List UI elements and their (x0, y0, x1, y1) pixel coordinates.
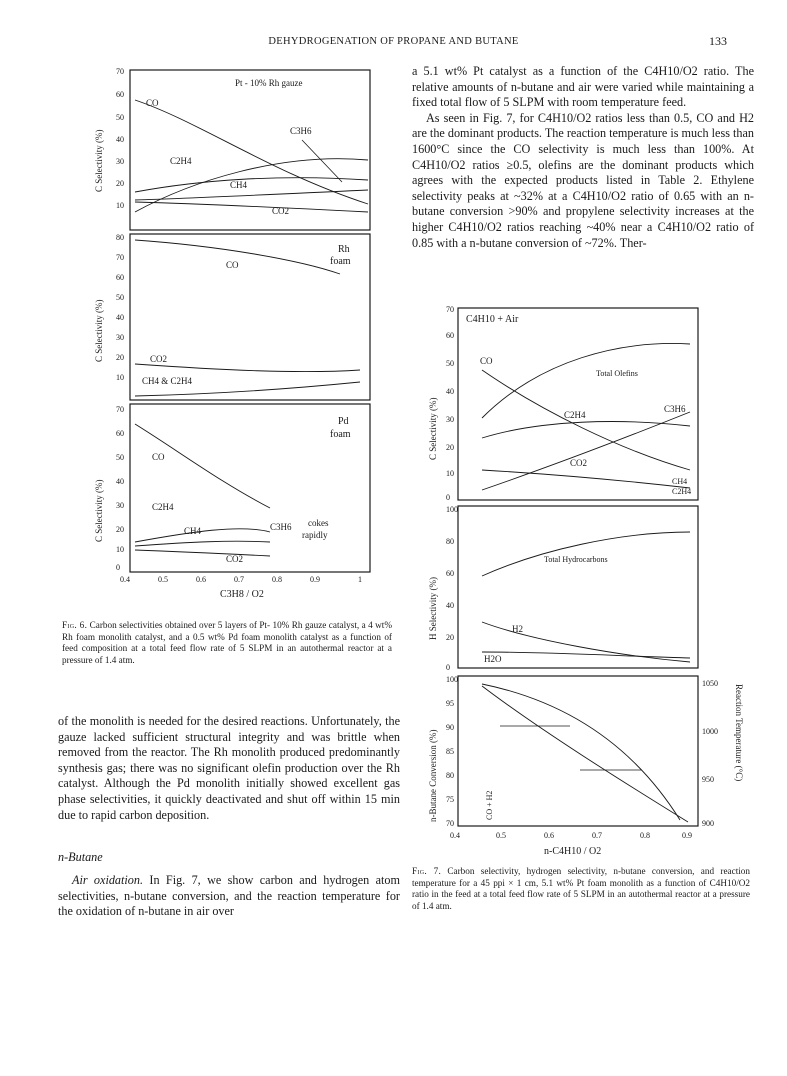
section-subhead: n-Butane (58, 850, 103, 864)
fig7-panel-h-frame (458, 506, 698, 668)
fig7-caption (412, 866, 750, 912)
series-label-co: CO (480, 356, 493, 366)
ytick: 30 (116, 501, 124, 510)
curve-c3h6 (135, 529, 270, 542)
series-label-ch4: CH4 (184, 526, 202, 536)
xtick: 0.8 (272, 575, 282, 584)
ytick: 70 (446, 305, 454, 314)
series-label-c2h4: C2H4 (170, 156, 192, 166)
ytick: 60 (446, 331, 454, 340)
ytick: 40 (116, 313, 124, 322)
xtick: 0.8 (640, 831, 650, 840)
xtick: 0.9 (682, 831, 692, 840)
running-title: DEHYDROGENATION OF PROPANE AND BUTANE (268, 36, 519, 47)
note-cokes: cokes (308, 518, 329, 528)
fig7-panel-c-frame (458, 308, 698, 500)
series-label-co: CO (146, 98, 159, 108)
fig7-panel-conv-frame (458, 676, 698, 826)
right-column-text (412, 64, 754, 251)
ytick: 75 (446, 795, 454, 804)
paragraph-lead: Air oxidation. (72, 873, 144, 887)
panel-title: Pd (338, 416, 349, 427)
page-number: 133 (709, 34, 727, 48)
series-label-h2o: H2O (484, 654, 502, 664)
ytick: 20 (116, 525, 124, 534)
xtick: 0.5 (158, 575, 168, 584)
curve-temperature (482, 686, 688, 822)
panel-title: Rh (338, 244, 350, 255)
ytick: 100 (446, 505, 458, 514)
y2tick: 900 (702, 819, 714, 828)
ytick: 100 (446, 675, 458, 684)
curve-co2 (135, 202, 368, 212)
y-axis-label: C Selectivity (%) (94, 129, 104, 192)
y-axis-label: C Selectivity (%) (94, 299, 104, 362)
ytick: 20 (446, 633, 454, 642)
ytick: 90 (446, 723, 454, 732)
ytick: 40 (116, 477, 124, 486)
curve-c3h6 (135, 159, 368, 212)
xtick: 0.4 (450, 831, 460, 840)
xtick: 0.6 (196, 575, 206, 584)
series-label-c2h4-low: C2H4 (672, 487, 692, 496)
series-label-co2: CO2 (150, 354, 168, 364)
series-label-ch4: CH4 (672, 477, 688, 486)
series-label-co2: CO2 (570, 458, 588, 468)
series-label-total-olefins: Total Olefins (596, 369, 638, 378)
ytick: 20 (116, 179, 124, 188)
x-axis-label: n-C4H10 / O2 (544, 846, 602, 857)
paragraph: of the monolith is needed for the desired reactions. Unfortunately, the gauze lacked sufficient structural integrity and was brittle when removed from the reactor. The Rh monolith produced predominantly synthesis gas; there was no significant olefin production over the Rh catalyst. Although the Pd monolith initially showed excellent gas phase selectivities, it quickly deactivated and shut off within 15 min due to rapid carbon deposition. (58, 714, 400, 822)
ytick: 50 (446, 359, 454, 368)
curve-co (482, 370, 690, 470)
panel-title: C4H10 + Air (466, 314, 519, 325)
ytick: 60 (116, 429, 124, 438)
y2tick: 950 (702, 775, 714, 784)
ytick: 80 (116, 233, 124, 242)
series-label-c3h6: C3H6 (290, 126, 312, 136)
ytick: 50 (116, 453, 124, 462)
curve-total-olefins (482, 344, 690, 418)
curve-conversion (482, 684, 680, 820)
arrow-c3h6 (302, 140, 342, 182)
curve-ch4 (135, 541, 270, 546)
series-label-c3h6: C3H6 (270, 522, 292, 532)
curve-co (135, 100, 368, 204)
ytick: 60 (446, 569, 454, 578)
xtick: 0.9 (310, 575, 320, 584)
figure-6 (80, 62, 380, 602)
ytick: 85 (446, 747, 454, 756)
ytick: 30 (446, 415, 454, 424)
curve-co2 (135, 550, 270, 556)
y2tick: 1000 (702, 727, 718, 736)
ytick: 50 (116, 113, 124, 122)
curve-co (135, 424, 270, 508)
ytick: 30 (116, 157, 124, 166)
fig6-caption (62, 620, 392, 666)
annotation-co-h2: CO + H2 (485, 790, 494, 820)
caption-label: Fig. 6. (62, 620, 88, 630)
ytick: 40 (116, 135, 124, 144)
ytick: 50 (116, 293, 124, 302)
ytick: 80 (446, 537, 454, 546)
ytick: 70 (116, 405, 124, 414)
y-axis-label: n-Butane Conversion (%) (428, 729, 438, 822)
series-label-co: CO (152, 452, 165, 462)
ytick: 70 (116, 253, 124, 262)
ytick: 10 (116, 201, 124, 210)
ytick: 30 (116, 333, 124, 342)
curve-co2 (135, 364, 360, 372)
y-axis-label: C Selectivity (%) (428, 397, 438, 460)
x-axis-label: C3H8 / O2 (220, 589, 264, 600)
ytick: 0 (116, 563, 120, 572)
ytick: 10 (116, 373, 124, 382)
air-oxidation-paragraph (58, 873, 400, 920)
series-label-h2: H2 (512, 624, 523, 634)
panel-title: Pt - 10% Rh gauze (235, 78, 303, 88)
ytick: 70 (446, 819, 454, 828)
y-axis-label: C Selectivity (%) (94, 479, 104, 542)
series-label-c2h4: C2H4 (564, 410, 586, 420)
note-rapidly: rapidly (302, 530, 328, 540)
curve-c3h6 (482, 412, 690, 490)
series-label-ch4-c2h4: CH4 & C2H4 (142, 376, 193, 386)
paragraph: a 5.1 wt% Pt catalyst as a function of the C4H10/O2 ratio. The relative amounts of n-butane and air were varied while maintaining a fixed total flow of 5 SLPM with room temperature feed. (412, 64, 754, 110)
panel-title-2: foam (330, 429, 351, 440)
y-axis-label: H Selectivity (%) (428, 577, 438, 640)
series-label-co: CO (226, 260, 239, 270)
ytick: 20 (116, 353, 124, 362)
ytick: 20 (446, 443, 454, 452)
ytick: 40 (446, 601, 454, 610)
ytick: 10 (116, 545, 124, 554)
xtick: 0.6 (544, 831, 554, 840)
paragraph: As seen in Fig. 7, for C4H10/O2 ratios less than 0.5, CO and H2 are the dominant products. The reaction temperature is much less than 1600°C since the CO selectivity is much less than 100%. At C4H10/O2 ratios ≥0.5, olefins are the dominant products which agrees with the expected products listed in Table 2. Ethylene selectivity peaks at ~32% at a C4H10/O2 ratio of 0.65 with an n-butane conversion >90% and propylene selectivity increases at the higher C4H10/O2 ratios reaching ~40% near a C4H10/O2 ratio of 0.85 with a n-butane conversion of ~72%. Ther- (412, 110, 754, 250)
series-label-c3h6: C3H6 (664, 404, 686, 414)
xtick: 0.7 (592, 831, 602, 840)
curve-c2h4 (135, 178, 368, 192)
xtick: 0.7 (234, 575, 244, 584)
ytick: 0 (446, 493, 450, 502)
figure-7 (420, 300, 750, 860)
ytick: 40 (446, 387, 454, 396)
series-label-co2: CO2 (272, 206, 290, 216)
ytick: 10 (446, 469, 454, 478)
y2tick: 1050 (702, 679, 718, 688)
xtick: 0.5 (496, 831, 506, 840)
panel-title-2: foam (330, 256, 351, 267)
series-label-c2h4: C2H4 (152, 502, 174, 512)
xtick: 0.4 (120, 575, 130, 584)
caption-text: Carbon selectivities obtained over 5 layers of Pt- 10% Rh gauze catalyst, a 4 wt% Rh foam monolith catalyst, and a 0.5 wt% Pd foam monolith catalyst as a function of feed composition at a total feed flow rate of 5 SLPM in an autothermal reactor at a pressure of 1.4 atm. (62, 620, 393, 665)
series-label-co2: CO2 (226, 554, 244, 564)
paragraph-text: In Fig. 7, we show carbon and hydrogen atom selectivities, n-butane conversion, and the reaction temperature for the oxidation of n-butane in air over (58, 873, 401, 919)
curve-h2o (482, 652, 690, 658)
ytick: 0 (446, 663, 450, 672)
series-label-total-hydrocarbons: Total Hydrocarbons (544, 555, 608, 564)
y2-axis-label: Reaction Temperature (°C) (734, 684, 744, 782)
ytick: 60 (116, 273, 124, 282)
ytick: 80 (446, 771, 454, 780)
curve-total-hydrocarbons (482, 532, 690, 576)
caption-label: Fig. 7. (412, 866, 442, 876)
caption-text: Carbon selectivity, hydrogen selectivity, n-butane conversion, and reaction temperature for a 45 ppi × 1 cm, 5.1 wt% Pt foam monolith as a function of C4H10/O2 ratio in the feed at a total feed flow rate of 5 SLPM in an autothermal reactor at a pressure of 1.4 atm. (412, 866, 750, 911)
ytick: 70 (116, 67, 124, 76)
ytick: 95 (446, 699, 454, 708)
ytick: 60 (116, 90, 124, 99)
series-label-ch4: CH4 (230, 180, 248, 190)
xtick: 1 (358, 575, 362, 584)
left-column-text (58, 714, 400, 823)
